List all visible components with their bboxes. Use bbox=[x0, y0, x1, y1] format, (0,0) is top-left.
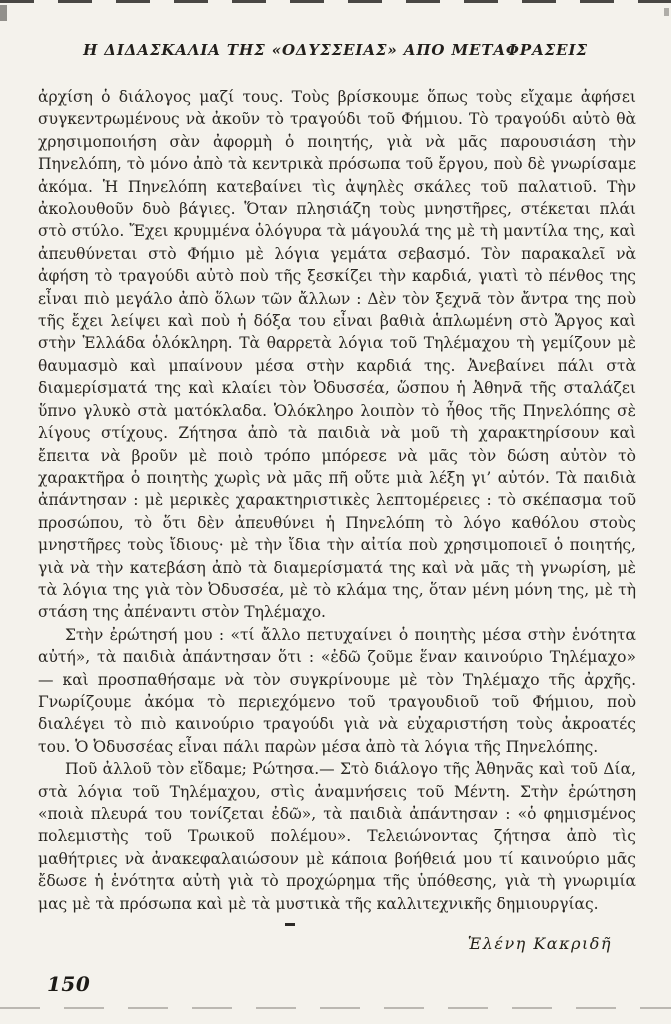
scan-edge-artifact-speck bbox=[664, 8, 669, 16]
scan-edge-artifact-corner bbox=[0, 5, 7, 21]
page-number: 150 bbox=[47, 972, 91, 996]
page-header-title: Η ΔΙΔΑΣΚΑΛΙΑ ΤΗΣ «ΟΔΥΣΣΕΙΑΣ» ΑΠΟ ΜΕΤΑΦΡΑΣΕΙΣ bbox=[83, 41, 588, 59]
body-paragraph-2: Στὴν ἐρώτησή μου : «τί ἄλλο πετυχαίνει ὁ ποιητὴς μέσα στὴν ἑνότητα αὐτή», τὰ παιδιὰ ἀπάντησαν ὅτι : «ἐδῶ ζοῦμε ἕναν καινούριο Τηλέμαχο» — καὶ προσπαθήσαμε νὰ τὸν συγκρίνουμε μὲ τὸν Τηλέμαχο τῆς ἀρχῆς. Γνωρίζουμε ἀκόμα τὸ περιεχόμενο τοῦ τραγουδιοῦ τοῦ Φήμιου, ποὺ διαλέγει τὸ πιὸ καινούριο τραγούδι γιὰ νὰ εὐχαριστήση τοὺς ἀκροατές του. Ὁ Ὀδυσσέας εἶναι πάλι παρὼν μέσα ἀπὸ τὰ λόγια τῆς Πηνελόπης. bbox=[38, 625, 636, 756]
scan-edge-artifact-bottom bbox=[0, 1007, 671, 1009]
section-divider-dash bbox=[285, 923, 295, 926]
body-text-block bbox=[38, 86, 636, 955]
body-paragraph-1: ἀρχίση ὁ διάλογος μαζί τους. Τοὺς βρίσκουμε ὅπως τοὺς εἴχαμε ἀφήσει συγκεντρωμένους νὰ ἀκοῦν τὸ τραγούδι τοῦ Φήμιου. Τὸ τραγούδι αὐτὸ θὰ χρησιμοποιήση σὰν ἀφορμὴ ὁ ποιητής, γιὰ νὰ μᾶς παρουσιάση τὴν Πηνελόπη, τὸ μόνο ἀπὸ τὰ κεντρικὰ πρόσωπα τοῦ ἔργου, ποὺ δὲ γνωρίσαμε ἀκόμα. Ἡ Πηνελόπη κατεβαίνει τὶς ἀψηλὲς σκάλες τοῦ παλατιοῦ. Τὴν ἀκολουθοῦν δυὸ βάγιες. Ὅταν πλησιάζη τοὺς μνηστῆρες, στέκεται πλάι στὸ στύλο. Ἔχει κρυμμένα ὁλόγυρα τὰ μάγουλά της μὲ τὴ μαντίλα της, καὶ ἀπευθύνεται στὸ Φήμιο μὲ λόγια γεμάτα σεβασμό. Τὸν παρακαλεῖ νὰ ἀφήση τὸ τραγούδι αὐτὸ ποὺ τῆς ξεσκίζει τὴν καρδιά, γιατὶ τὸ πένθος της εἶναι πιὸ μεγάλο ἀπὸ ὅλων τῶν ἄλλων : Δὲν τὸν ξεχνᾶ τὸν ἄντρα της ποὺ τῆς ἔχει λείψει καὶ ποὺ ἡ δόξα του εἶναι βαθιὰ ἁπλωμένη στὸ Ἄργος καὶ στὴν Ἑλλάδα ὁλόκληρη. Τὰ θαρρετὰ λόγια τοῦ Τηλέμαχου τὴ γεμίζουν μὲ θαυμασμὸ καὶ μπαίνουν μέσα στὴν καρδιά της. Ἀνεβαίνει πάλι στὰ διαμερίσματά της καὶ κλαίει τὸν Ὀδυσσέα, ὥσπου ἡ Ἀθηνᾶ τῆς σταλάζει ὕπνο γλυκὸ στὰ ματόκλαδα. Ὁλόκληρο λοιπὸν τὸ ἦθος τῆς Πηνελόπης σὲ λίγους στίχους. Ζήτησα ἀπὸ τὰ παιδιὰ νὰ μοῦ τὴ χαρακτηρίσουν καὶ ἔπειτα νὰ βροῦν μὲ ποιὸ τρόπο μπόρεσε νὰ μᾶς τὸν δώση αὐτὸν τὸ χαρακτῆρα ὁ ποιητὴς χωρὶς νὰ μᾶς πῆ οὔτε μιὰ λέξη γι’ αὐτόν. Τὰ παιδιὰ ἀπάντησαν : μὲ μερικὲς χαρακτηριστικὲς λεπτομέρειες : τὸ σκέπασμα τοῦ προσώπου, τὸ ὅτι δὲν ἀπευθύνει ἡ Πηνελόπη τὸ λόγο καθόλου στοὺς μνηστῆρες τοὺς ἴδιους· μὲ τὴν ἴδια τὴν αἰτία ποὺ χρησιμοποιεῖ ὁ ποιητής, γιὰ νὰ τὴν κατεβάση ἀπὸ τὰ διαμερίσματά της καὶ νὰ μᾶς τὴ γνωρίση, μὲ τὰ λόγια της γιὰ τὸν Ὀδυσσέα, μὲ τὸ κλάμα της, ὅταν μένη μόνη της, μὲ τὴ στάση της ἀπέναντι στὸν Τηλέμαχο. bbox=[38, 88, 636, 622]
body-paragraph-3: Ποῦ ἀλλοῦ τὸν εἴδαμε; Ρώτησα.— Στὸ διάλογο τῆς Ἀθηνᾶς καὶ τοῦ Δία, στὰ λόγια τοῦ Τηλέμαχου, στὶς ἀναμνήσεις τοῦ Μέντη. Στὴν ἐρώτηση «ποιὰ πλευρά του τονίζεται ἐδῶ», τὰ παιδιὰ ἀπάντησαν : «ὁ φημισμένος πολεμιστὴς τοῦ Τρωικοῦ πολέμου». Τελειώνοντας ζήτησα ἀπὸ τὶς μαθήτριες νὰ ἀνακεφαλαιώσουν μὲ κάποια βοήθειά μου τί καινούριο μᾶς ἔδωσε ἡ ἑνότητα αὐτὴ γιὰ τὸ προχώρημα τῆς ὑπόθεσης, γιὰ τὴ γνωριμία μας μὲ τὰ πρόσωπα καὶ μὲ τὰ μυστικὰ τῆς καλλιτεχνικῆς δημιουργίας. bbox=[38, 760, 636, 913]
scan-edge-artifact-top bbox=[0, 0, 671, 3]
author-signature: Ἑλένη Κακριδῆ bbox=[467, 934, 612, 954]
